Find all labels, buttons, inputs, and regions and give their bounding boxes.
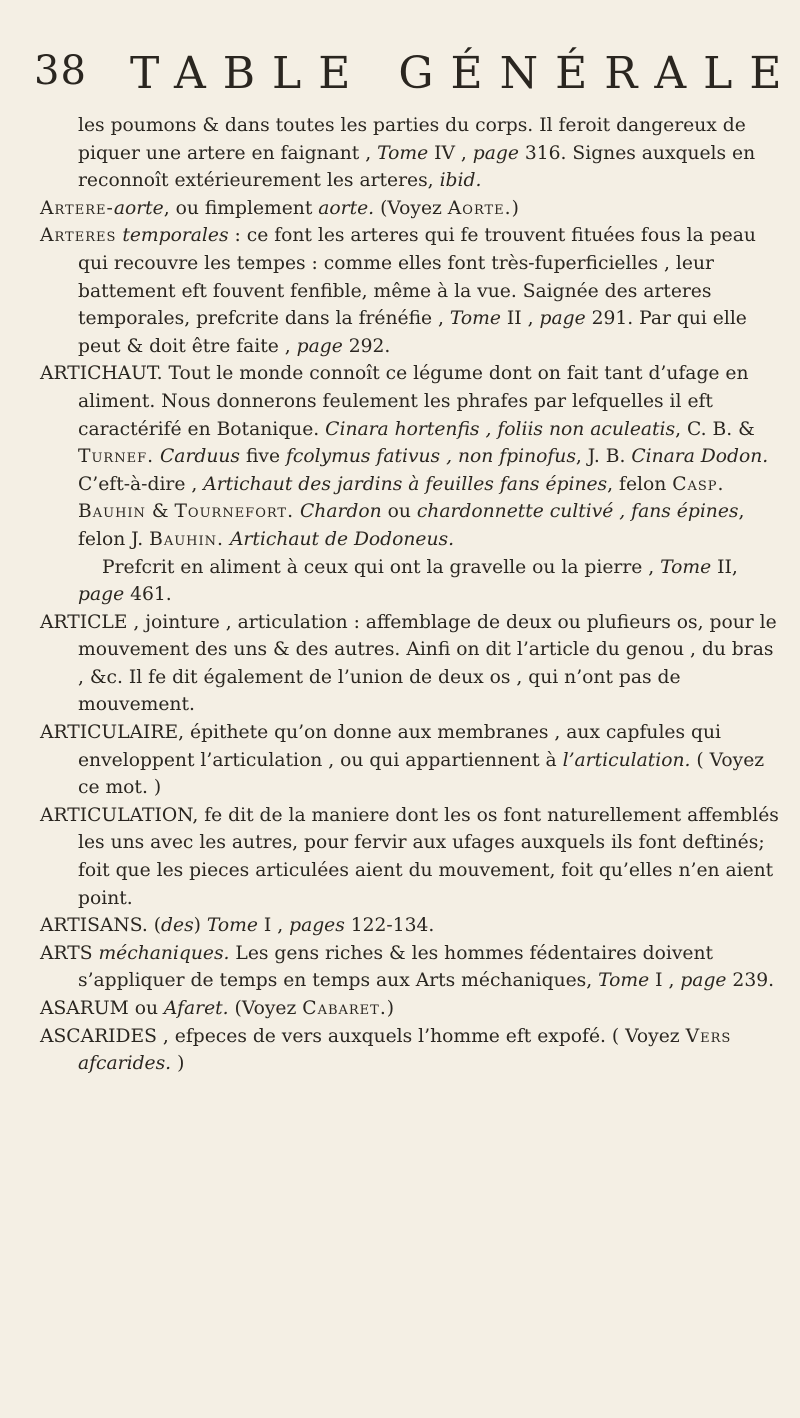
text-run: II, bbox=[711, 556, 738, 578]
index-entry bbox=[40, 995, 780, 1023]
text-run: ARTS bbox=[40, 942, 99, 964]
italic-run: aorte bbox=[113, 197, 164, 219]
text-run: ) bbox=[193, 915, 207, 937]
text-run: 461. bbox=[124, 584, 172, 606]
text-run: Prefcrit en aliment à ceux qui ont la gravelle ou la pierre , bbox=[102, 556, 661, 578]
small-caps-run: Aorte. bbox=[447, 197, 512, 219]
small-caps-run: Turnef. bbox=[78, 446, 155, 468]
text-run: : ce font les arteres qui fe trouvent fituées fous la peau qui recouvre les tempes : comme elles font très-fuperficielles , leur battement eft fouvent fenfible, même à la vue. Saignée des arteres temporales, prefcrite dans la frénéfie , bbox=[78, 225, 756, 330]
small-caps-run: Tournefort. bbox=[174, 501, 295, 523]
text-run: ARTICLE , jointure , articulation : affemblage de deux ou plufieurs os, pour le mouvement des uns & des autres. Ainfi on dit l’article du genou , du bras , &c. Il fe dit également de l’union de deux os , qui n’ont pas de mouvement. bbox=[40, 611, 777, 716]
italic-run: Tome bbox=[377, 142, 429, 164]
text-run: ASCARIDES , efpeces de vers auxquels l’homme eft expofé. ( Voyez bbox=[40, 1025, 686, 1047]
italic-run: chardonnette cultivé , fans épines bbox=[416, 501, 739, 523]
text-run: II , bbox=[500, 308, 540, 330]
italic-run: Tome bbox=[598, 970, 650, 992]
italic-run: aorte. bbox=[318, 197, 375, 219]
text-run: 239. bbox=[726, 970, 775, 992]
italic-run: page bbox=[78, 584, 125, 606]
text-run: I , bbox=[649, 970, 681, 992]
index-entry bbox=[40, 912, 780, 940]
italic-run: méchaniques. bbox=[98, 942, 230, 964]
text-run: ARTICULATION, fe dit de la maniere dont les os font naturellement affemblés les uns avec les autres, pour fervir aux ufages auxquels ils font deftinés; foit que les pieces articulées aient du mouvement, foit qu’elles n’en aient point. bbox=[40, 804, 779, 909]
text-run: ARTICHAUT. Tout le monde connoît ce légume dont on fait tant d’ufage en aliment. Nous donnerons feulement les phrafes par lefquelles il eft caractérifé en Botanique. bbox=[40, 363, 749, 440]
text-run: Les gens riches & les hommes fédentaires doivent s’appliquer de temps en temps aux Arts méchaniques, bbox=[78, 942, 714, 992]
page-header bbox=[34, 42, 799, 102]
italic-run: ibid. bbox=[439, 170, 482, 192]
index-entry bbox=[40, 554, 780, 609]
italic-run: page bbox=[539, 308, 586, 330]
text-run: ARTICULAIRE, épithete qu’on donne aux membranes , aux capfules qui enveloppent l’articulation , ou qui appartiennent à bbox=[40, 722, 721, 771]
italic-run: Cinara hortenfis , foliis non aculeatis bbox=[325, 418, 676, 440]
italic-run: des bbox=[161, 915, 194, 937]
italic-run: Chardon bbox=[300, 501, 382, 523]
index-entries bbox=[40, 112, 780, 1078]
text-run: , J. B. bbox=[575, 446, 632, 468]
text-run: ) bbox=[386, 998, 395, 1019]
text-run: ASARUM ou bbox=[40, 998, 164, 1019]
text-run: ) bbox=[171, 1053, 185, 1075]
small-caps-run: Artere- bbox=[40, 197, 114, 219]
text-run: (Voyez bbox=[228, 998, 303, 1019]
small-caps-run: Bauhin. bbox=[149, 528, 224, 550]
italic-run: Carduus bbox=[160, 446, 240, 468]
italic-run: Afaret. bbox=[163, 998, 229, 1019]
italic-run: Tome bbox=[660, 556, 712, 578]
page-number: 38 bbox=[34, 48, 87, 94]
text-run: (Voyez bbox=[374, 197, 448, 219]
text-run: , felon bbox=[607, 473, 673, 495]
index-entry bbox=[40, 719, 780, 802]
italic-run: Cinara Dodon. bbox=[631, 446, 769, 468]
index-entry bbox=[40, 222, 780, 360]
index-entry bbox=[40, 1023, 780, 1078]
text-run: , felon J. bbox=[78, 501, 745, 550]
running-title: TABLE GÉNÉRALE bbox=[130, 48, 799, 99]
italic-run: pages bbox=[289, 915, 345, 937]
italic-run: Tome bbox=[449, 308, 501, 330]
index-entry bbox=[40, 940, 780, 995]
index-entry bbox=[40, 360, 780, 553]
small-caps-run: Casp. Bauhin bbox=[78, 473, 725, 523]
text-run: ARTISANS. ( bbox=[40, 915, 162, 937]
text-run: ( Voyez ce mot. ) bbox=[78, 749, 765, 799]
italic-run: afcarides. bbox=[78, 1053, 172, 1075]
italic-run: Artichaut de Dodoneus. bbox=[229, 528, 455, 550]
index-entry bbox=[40, 609, 780, 719]
text-run: 122-134. bbox=[344, 915, 435, 937]
text-run: & bbox=[145, 501, 175, 523]
index-entry bbox=[40, 195, 780, 223]
text-run: , C. B. & bbox=[675, 418, 755, 440]
text-run: C’eft-à-dire , bbox=[78, 473, 204, 495]
text-run: I , bbox=[257, 915, 290, 937]
index-entry bbox=[40, 802, 780, 912]
italic-run: temporales bbox=[122, 225, 229, 247]
small-caps-run: Vers bbox=[685, 1025, 732, 1047]
italic-run: page bbox=[296, 335, 343, 357]
text-run: 292. bbox=[342, 335, 391, 357]
italic-run: l’articulation. bbox=[562, 749, 691, 771]
italic-run: page bbox=[472, 142, 519, 164]
text-run: 291. Par qui elle peut & doit être faite , bbox=[78, 308, 747, 357]
text-run: ) bbox=[511, 197, 519, 219]
text-run: les poumons & dans toutes les parties du corps. Il feroit dangereux de piquer une artere en faignant , bbox=[78, 115, 746, 164]
italic-run: fcolymus fativus , non fpinofus bbox=[285, 446, 576, 468]
text-run: 316. Signes auxquels en reconnoît extérieurement les arteres, bbox=[78, 142, 756, 192]
italic-run: Tome bbox=[206, 915, 258, 937]
small-caps-run: Cabaret. bbox=[302, 998, 387, 1019]
text-run: , ou fimplement bbox=[163, 197, 319, 219]
italic-run: page bbox=[680, 970, 727, 992]
small-caps-run: Arteres bbox=[40, 225, 117, 247]
text-run: ou bbox=[381, 501, 417, 523]
text-run: five bbox=[240, 446, 286, 468]
text-run: IV , bbox=[428, 142, 473, 164]
italic-run: Artichaut des jardins à feuilles fans épines bbox=[203, 473, 608, 495]
index-entry bbox=[40, 112, 780, 195]
